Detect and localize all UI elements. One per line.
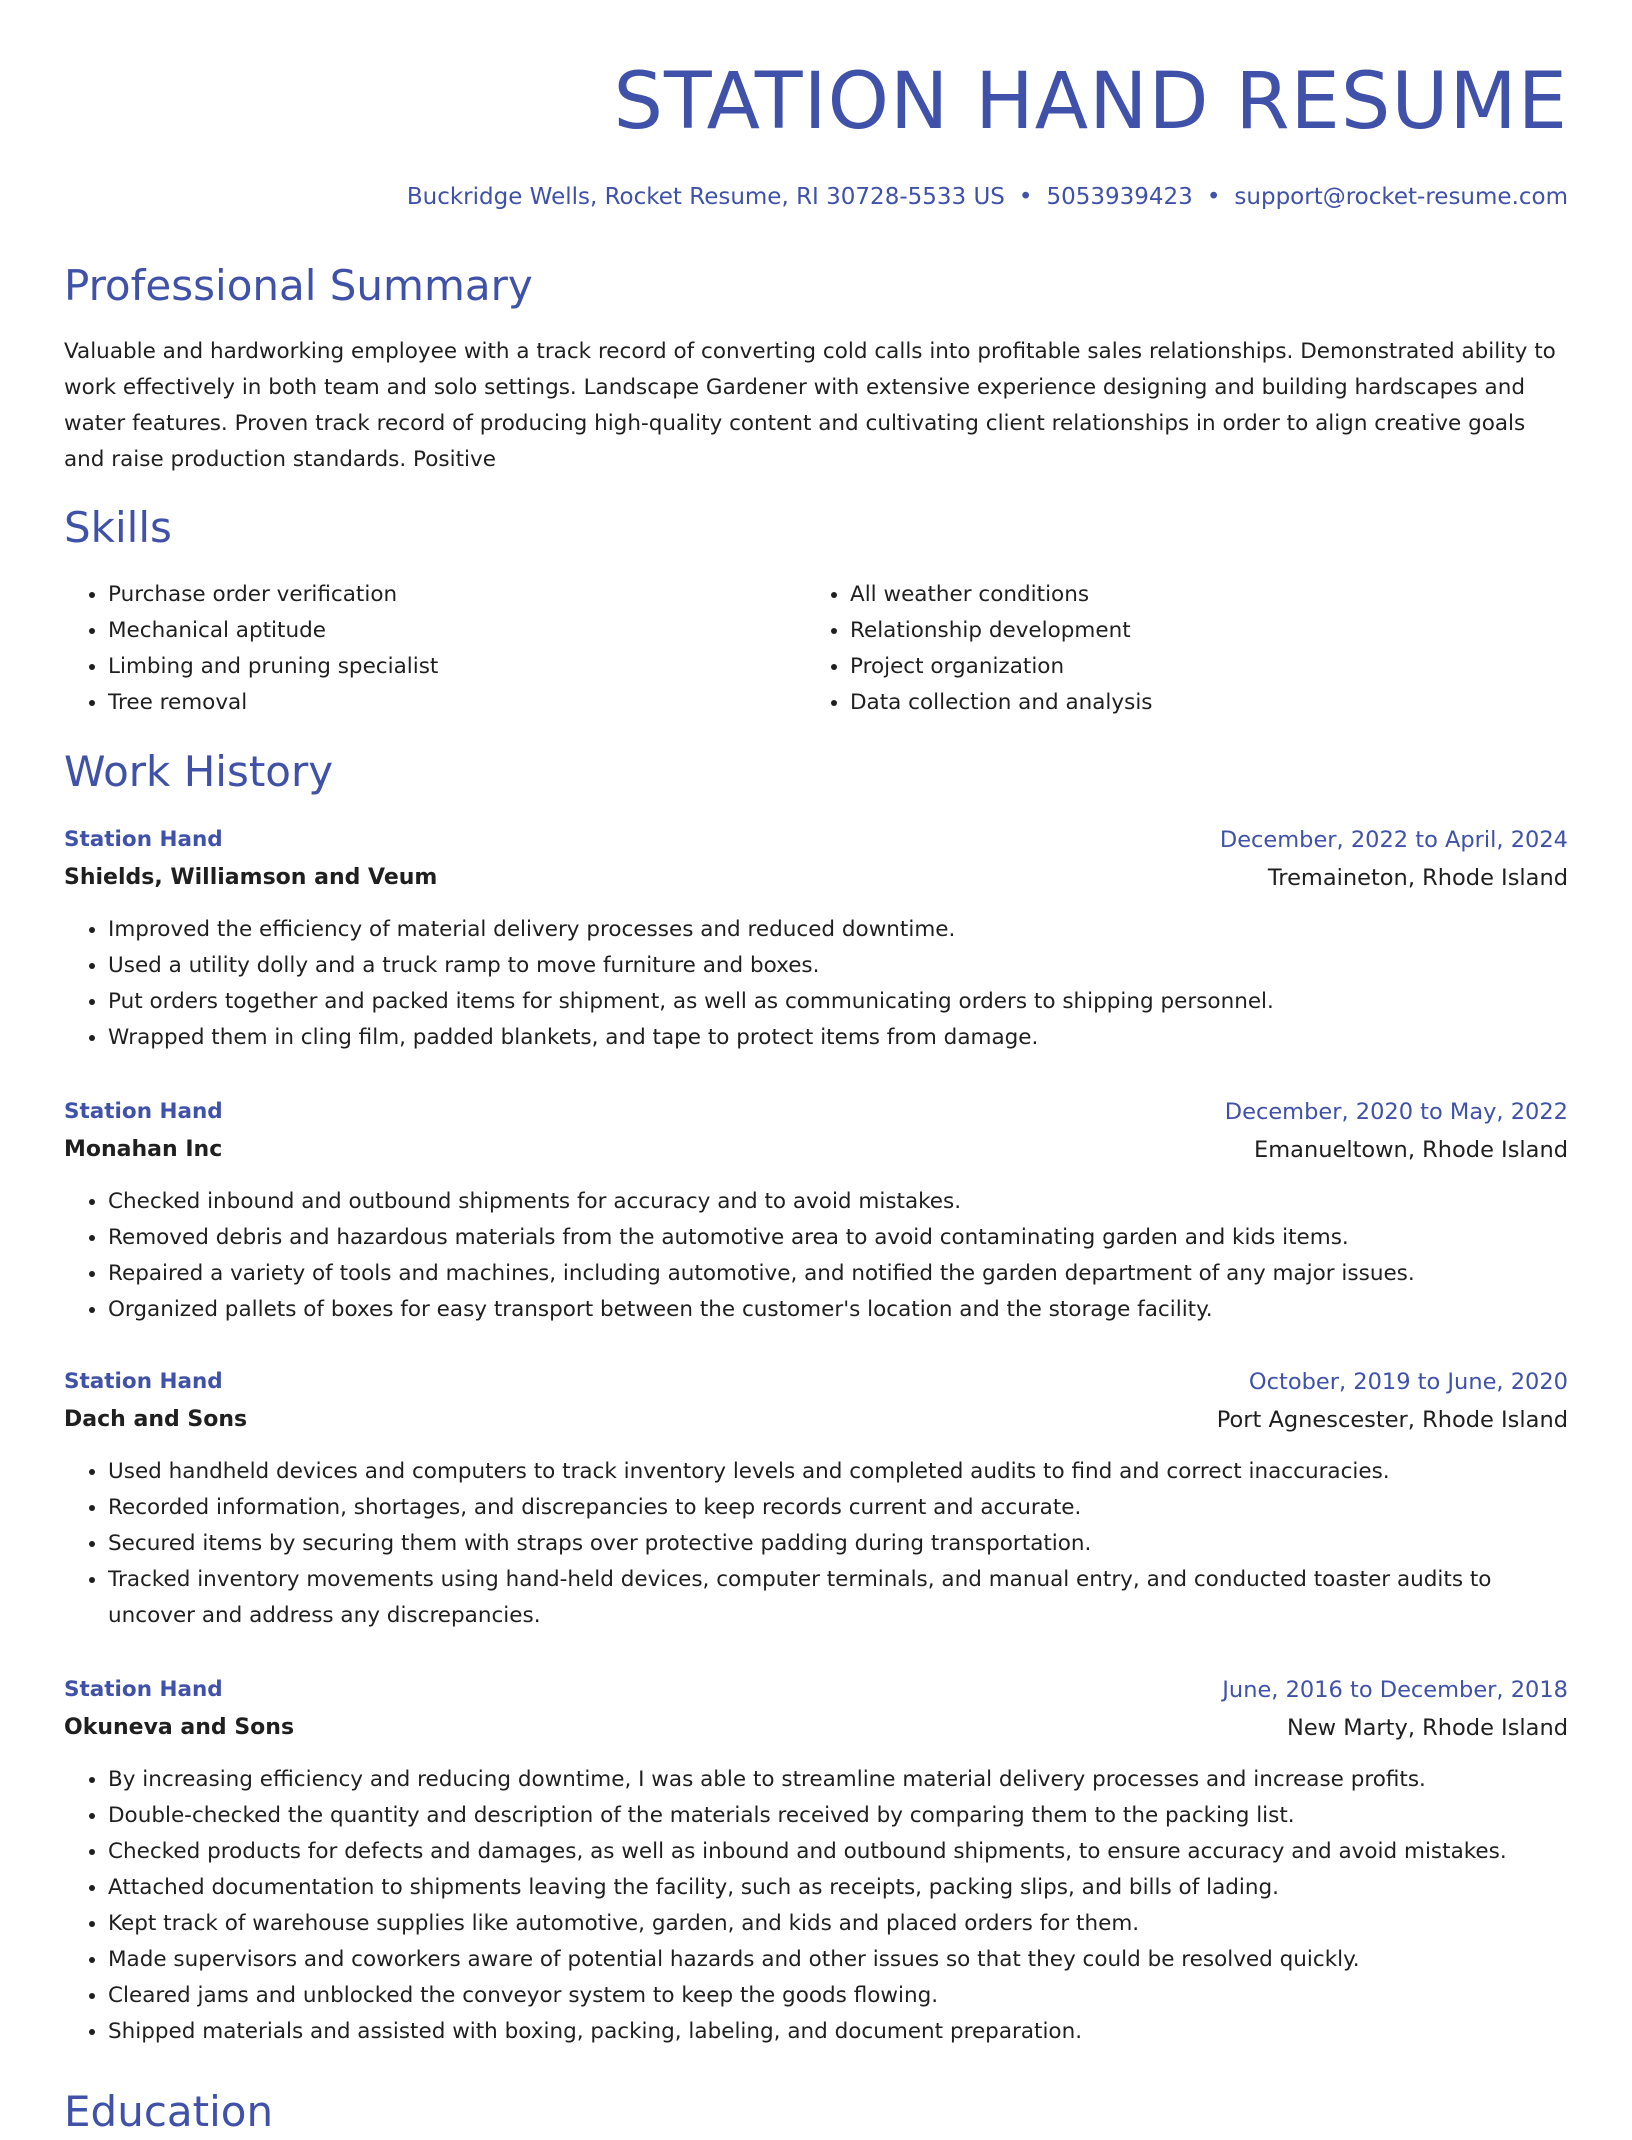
job-entry <box>64 1094 1568 1328</box>
job-entry <box>64 1364 1568 1634</box>
job-bullets <box>64 1184 1568 1328</box>
job-location: Emanueltown, Rhode Island <box>1254 1137 1568 1163</box>
job-bullet: • Checked inbound and outbound shipments for accuracy and to avoid mistakes. <box>108 1184 1568 1220</box>
skills-column-right <box>806 577 1546 721</box>
contact-phone: 5053939423 <box>1046 184 1193 210</box>
job-bullet: • Put orders together and packed items for shipment, as well as communicating orders to shipping personnel. <box>108 984 1568 1020</box>
skill-item: • Mechanical aptitude <box>108 613 804 649</box>
job-bullet: • Used a utility dolly and a truck ramp to move furniture and boxes. <box>108 948 1568 984</box>
job-bullet: • Wrapped them in cling film, padded blankets, and tape to protect items from damage. <box>108 1020 1568 1056</box>
job-company: Shields, Williamson and Veum <box>64 865 438 890</box>
job-entry <box>64 822 1568 1056</box>
job-company: Dach and Sons <box>64 1407 248 1432</box>
work-history-heading: Work History <box>64 747 334 796</box>
job-bullet: • Tracked inventory movements using hand-held devices, computer terminals, and manual entry, and conducted toaster audits to uncover and address any discrepancies. <box>108 1562 1568 1634</box>
job-dates: October, 2019 to June, 2020 <box>1248 1369 1568 1395</box>
job-bullet: • Checked products for defects and damages, as well as inbound and outbound shipments, to ensure accuracy and avoid mistakes. <box>108 1834 1568 1870</box>
summary-heading: Professional Summary <box>64 261 533 310</box>
job-title: Station Hand <box>64 1099 223 1124</box>
job-bullet: • Secured items by securing them with straps over protective padding during transportation. <box>108 1526 1568 1562</box>
job-bullets <box>64 912 1568 1056</box>
skill-item: • Data collection and analysis <box>850 685 1546 721</box>
job-company: Monahan Inc <box>64 1137 223 1162</box>
skill-item: • All weather conditions <box>850 577 1546 613</box>
job-title: Station Hand <box>64 1677 223 1702</box>
skills-list <box>64 577 804 721</box>
job-bullet: • By increasing efficiency and reducing downtime, I was able to streamline material delivery processes and increase profits. <box>108 1762 1568 1798</box>
skills-list <box>806 577 1546 721</box>
job-bullet: • Removed debris and hazardous materials from the automotive area to avoid contaminating garden and kids items. <box>108 1220 1568 1256</box>
contact-email: support@rocket-resume.com <box>1234 184 1568 210</box>
education-heading: Education <box>64 2087 274 2136</box>
job-bullet: • Used handheld devices and computers to track inventory levels and completed audits to find and correct inaccuracies. <box>108 1454 1568 1490</box>
job-dates: June, 2016 to December, 2018 <box>1222 1677 1568 1703</box>
skill-item: • Tree removal <box>108 685 804 721</box>
resume-title: STATION HAND RESUME <box>613 57 1568 147</box>
contact-address: Buckridge Wells, Rocket Resume, RI 30728-5533 US <box>406 184 1005 210</box>
job-bullet: • Repaired a variety of tools and machines, including automotive, and notified the garden department of any major issues. <box>108 1256 1568 1292</box>
job-location: New Marty, Rhode Island <box>1287 1715 1568 1741</box>
job-bullet: • Improved the efficiency of material delivery processes and reduced downtime. <box>108 912 1568 948</box>
skill-item: • Limbing and pruning specialist <box>108 649 804 685</box>
skills-column-left <box>64 577 804 721</box>
skill-item: • Project organization <box>850 649 1546 685</box>
job-dates: December, 2022 to April, 2024 <box>1219 827 1568 853</box>
job-bullet: • Organized pallets of boxes for easy transport between the customer's location and the storage facility. <box>108 1292 1568 1328</box>
job-bullet: • Double-checked the quantity and description of the materials received by comparing them to the packing list. <box>108 1798 1568 1834</box>
contact-separator: • <box>1018 184 1033 210</box>
contact-line <box>407 180 1568 214</box>
job-title: Station Hand <box>64 827 223 852</box>
job-bullet: • Kept track of warehouse supplies like automotive, garden, and kids and placed orders for them. <box>108 1906 1568 1942</box>
job-bullet: • Shipped materials and assisted with boxing, packing, labeling, and document preparation. <box>108 2014 1568 2050</box>
summary-text: Valuable and hardworking employee with a track record of converting cold calls into profitable sales relationships. Demonstrated ability to work effectively in both team and solo settings. Landscape Gardener with extensive experience designing and building hardscapes and water features. Proven track record of producing high-quality content and cultivating client relationships in order to align creative goals and raise production standards. Positive <box>64 339 1556 472</box>
job-dates: December, 2020 to May, 2022 <box>1224 1099 1568 1125</box>
job-bullet: • Cleared jams and unblocked the conveyor system to keep the goods flowing. <box>108 1978 1568 2014</box>
job-bullet: • Attached documentation to shipments leaving the facility, such as receipts, packing slips, and bills of lading. <box>108 1870 1568 1906</box>
skills-heading: Skills <box>64 503 172 552</box>
job-title: Station Hand <box>64 1369 223 1394</box>
job-bullet: • Made supervisors and coworkers aware of potential hazards and other issues so that they could be resolved quickly. <box>108 1942 1568 1978</box>
job-location: Port Agnescester, Rhode Island <box>1216 1407 1568 1433</box>
job-bullet: • Recorded information, shortages, and discrepancies to keep records current and accurate. <box>108 1490 1568 1526</box>
skill-item: • Relationship development <box>850 613 1546 649</box>
skill-item: • Purchase order verification <box>108 577 804 613</box>
job-location: Tremaineton, Rhode Island <box>1267 865 1568 891</box>
job-bullets <box>64 1454 1568 1634</box>
job-entry <box>64 1672 1568 2050</box>
job-bullets <box>64 1762 1568 2050</box>
contact-separator: • <box>1206 184 1221 210</box>
job-company: Okuneva and Sons <box>64 1715 295 1740</box>
